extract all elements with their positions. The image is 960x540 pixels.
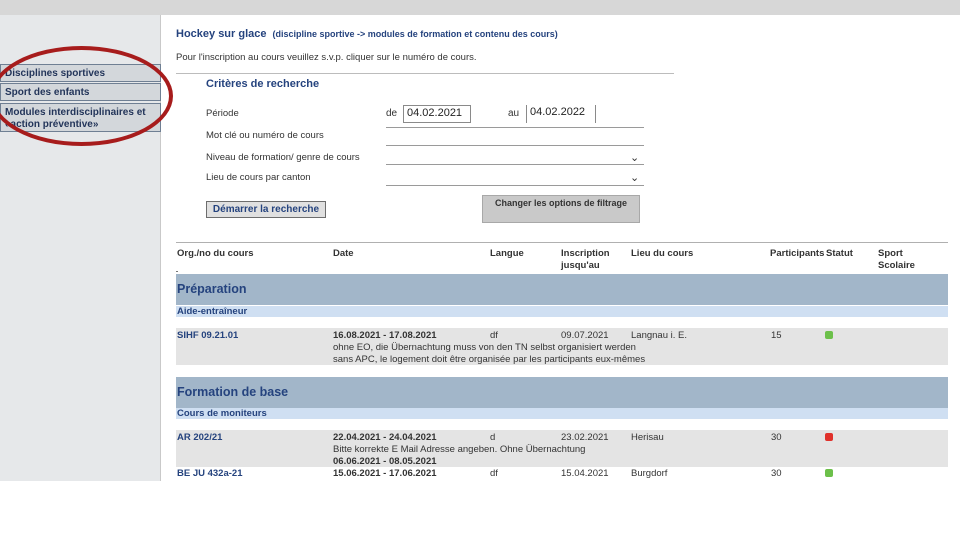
course-location: Langnau i. E. bbox=[631, 330, 687, 341]
chevron-down-icon[interactable]: ⌄ bbox=[630, 152, 640, 164]
intro-text: Pour l'inscription au cours veuillez s.v.p. cliquer sur le numéro de cours. bbox=[176, 52, 477, 63]
col-org[interactable]: Org./no du cours bbox=[177, 248, 254, 259]
subsection-header: Aide-entraîneur bbox=[176, 306, 948, 317]
top-bar bbox=[0, 0, 960, 15]
table-row bbox=[176, 467, 948, 481]
course-date: 22.04.2021 - 24.04.2021 bbox=[333, 432, 437, 443]
col-participants[interactable]: Participants bbox=[770, 248, 825, 259]
course-note: sans APC, le logement doit être organisée par les participants eux-mêmes bbox=[333, 354, 646, 365]
spacer bbox=[176, 318, 948, 328]
filter-options-button[interactable]: Changer les options de filtrage bbox=[482, 195, 640, 223]
period-label: Période bbox=[206, 108, 239, 119]
course-code-link[interactable]: AR 202/21 bbox=[177, 432, 223, 443]
criteria-title: Critères de recherche bbox=[206, 78, 320, 90]
sidebar-item-label: Disciplines sportives bbox=[5, 68, 106, 79]
col-statut[interactable]: Statut bbox=[826, 248, 853, 259]
section-header: Préparation bbox=[176, 274, 948, 305]
page-title bbox=[176, 28, 558, 40]
course-participants: 30 bbox=[771, 432, 782, 443]
course-note: Bitte korrekte E Mail Adresse angeben. Ohne Übernachtung bbox=[333, 444, 586, 455]
date-to-input[interactable]: 04.02.2022 bbox=[526, 105, 596, 123]
keyword-label: Mot clé ou numéro de cours bbox=[206, 130, 324, 141]
course-language: d bbox=[490, 432, 496, 443]
course-deadline: 23.02.2021 bbox=[561, 432, 609, 443]
col-inscription[interactable]: Inscription jusqu'au bbox=[561, 248, 610, 271]
section-header: Formation de base bbox=[176, 377, 948, 408]
course-deadline: 15.04.2021 bbox=[561, 468, 609, 479]
sidebar-item-label: Sport des enfants bbox=[5, 87, 90, 98]
keyword-input[interactable] bbox=[386, 145, 644, 146]
start-search-button[interactable]: Démarrer la recherche bbox=[206, 201, 326, 218]
subsection-header: Cours de moniteurs bbox=[176, 408, 948, 419]
col-lieu[interactable]: Lieu du cours bbox=[631, 248, 694, 259]
to-label: au bbox=[508, 108, 520, 119]
course-location: Herisau bbox=[631, 432, 664, 443]
status-open-icon bbox=[825, 331, 833, 339]
date-from-input[interactable]: 04.02.2021 bbox=[403, 105, 471, 123]
title-subtitle: (discipline sportive -> modules de formation et contenu des cours) bbox=[272, 29, 558, 39]
course-language: df bbox=[490, 330, 498, 341]
course-note: 06.06.2021 - 08.05.2021 bbox=[333, 456, 437, 467]
table-header bbox=[176, 242, 948, 274]
location-label: Lieu de cours par canton bbox=[206, 172, 311, 183]
main-content bbox=[176, 15, 948, 481]
course-language: df bbox=[490, 468, 498, 479]
col-langue[interactable]: Langue bbox=[490, 248, 524, 259]
course-participants: 30 bbox=[771, 468, 782, 479]
course-date: 16.08.2021 - 17.08.2021 bbox=[333, 330, 437, 341]
status-full-icon bbox=[825, 433, 833, 441]
col-date[interactable]: Date bbox=[333, 248, 354, 259]
course-location: Burgdorf bbox=[631, 468, 668, 479]
status-open-icon bbox=[825, 469, 833, 477]
title-text: Hockey sur glace bbox=[176, 28, 267, 40]
level-label: Niveau de formation/ genre de cours bbox=[206, 152, 360, 163]
location-select[interactable] bbox=[386, 185, 644, 186]
course-date: 15.06.2021 - 17.06.2021 bbox=[333, 468, 437, 479]
divider bbox=[176, 73, 674, 74]
table-row bbox=[176, 328, 948, 365]
chevron-down-icon[interactable]: ⌄ bbox=[630, 172, 640, 184]
col-sport-scolaire[interactable]: Sport Scolaire bbox=[878, 248, 915, 271]
course-deadline: 09.07.2021 bbox=[561, 330, 609, 341]
table-row bbox=[176, 430, 948, 467]
course-note: ohne EO, die Übernachtung muss von den TN selbst organisiert werden bbox=[333, 342, 636, 353]
period-underline bbox=[386, 127, 644, 128]
divider bbox=[176, 271, 178, 272]
from-label: de bbox=[386, 108, 398, 119]
sidebar-item-label: Modules interdisciplinaires et «action préventive» bbox=[5, 107, 146, 130]
course-code-link[interactable]: SIHF 09.21.01 bbox=[177, 330, 239, 341]
course-participants: 15 bbox=[771, 330, 782, 341]
level-select[interactable] bbox=[386, 164, 644, 165]
course-code-link[interactable]: BE JU 432a-21 bbox=[177, 468, 243, 479]
